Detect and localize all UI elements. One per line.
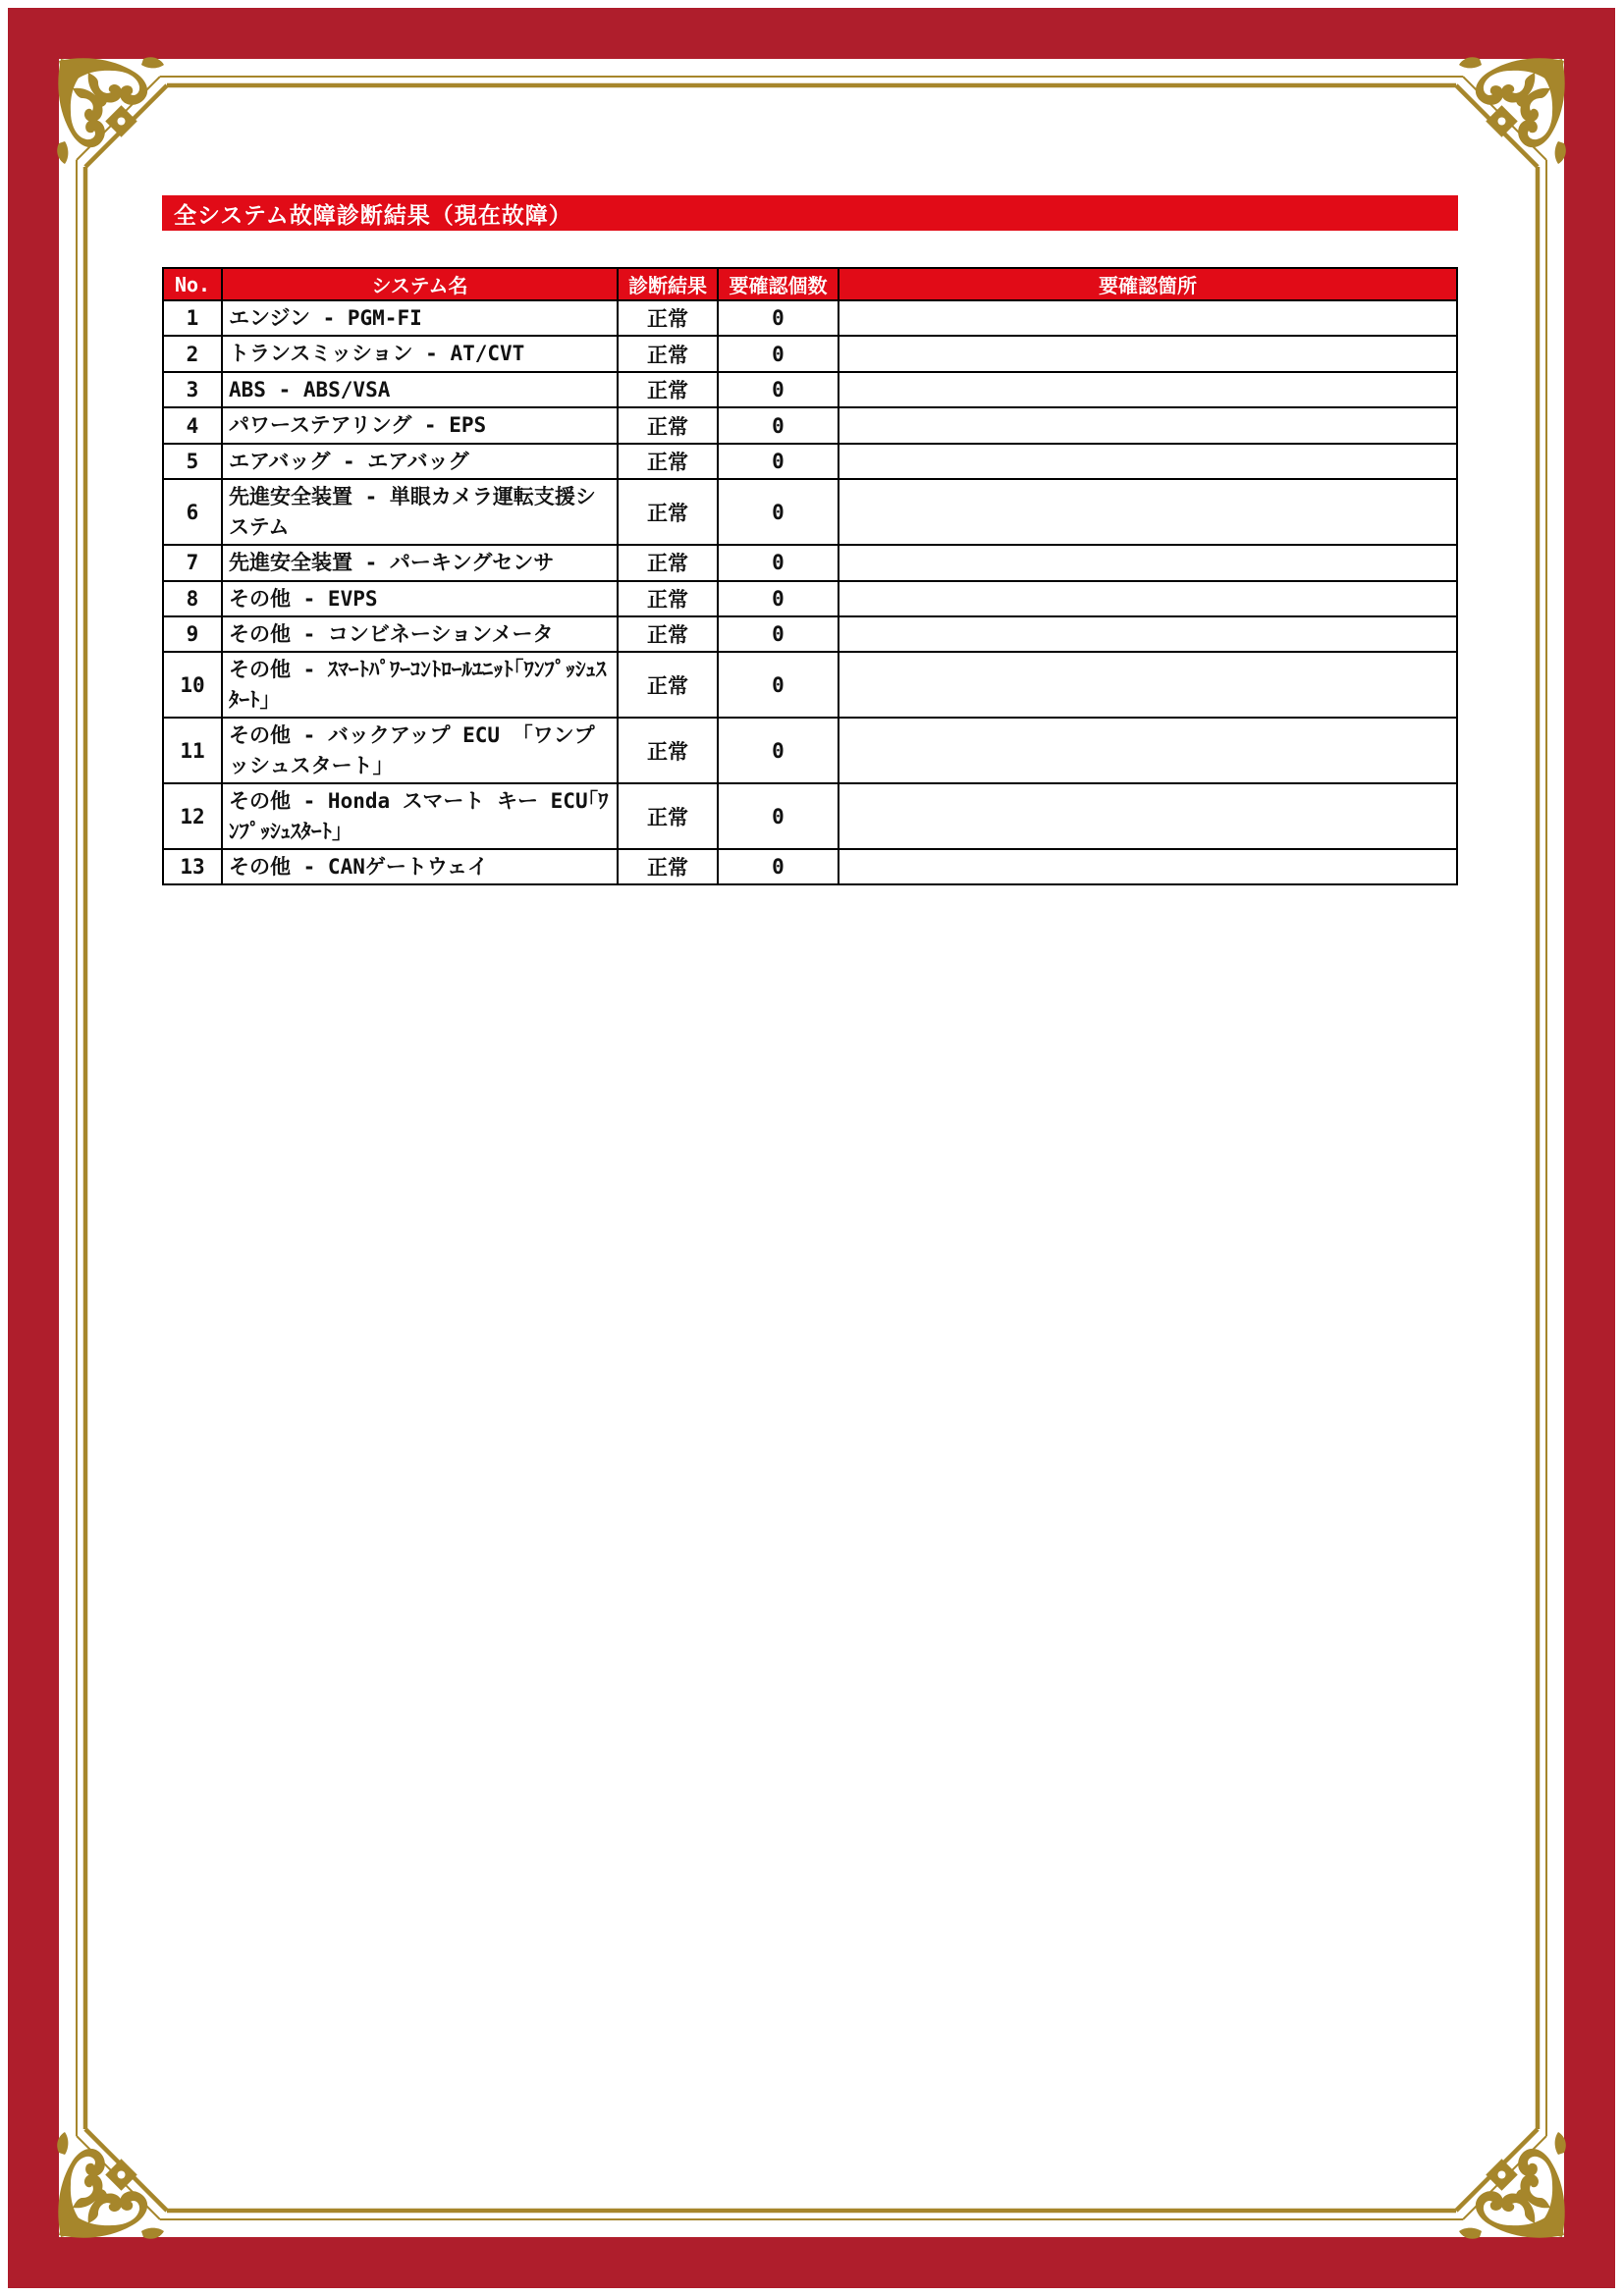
check-locations	[839, 372, 1457, 407]
system-name: その他 - EVPS	[222, 581, 618, 616]
table-row	[163, 336, 1457, 371]
table-row	[163, 849, 1457, 884]
diagnosis-result: 正常	[618, 407, 718, 443]
system-name: エアバッグ - エアバッグ	[222, 444, 618, 479]
column-header-no: No.	[163, 268, 222, 300]
row-number: 9	[163, 616, 222, 652]
check-count: 0	[718, 479, 839, 545]
check-locations	[839, 581, 1457, 616]
check-locations	[839, 783, 1457, 849]
system-name: トランスミッション - AT/CVT	[222, 336, 618, 371]
system-name: その他 - コンビネーションメータ	[222, 616, 618, 652]
diagnosis-result: 正常	[618, 479, 718, 545]
check-locations	[839, 479, 1457, 545]
table-row	[163, 616, 1457, 652]
row-number: 4	[163, 407, 222, 443]
check-count: 0	[718, 783, 839, 849]
system-name: その他 - バックアップ ECU 「ワンプッシュスタート」	[222, 718, 618, 783]
check-count: 0	[718, 407, 839, 443]
table-row	[163, 479, 1457, 545]
table-row	[163, 581, 1457, 616]
diagnosis-result: 正常	[618, 300, 718, 336]
diagnosis-result: 正常	[618, 336, 718, 371]
row-number: 1	[163, 300, 222, 336]
system-name: 先進安全装置 - 単眼カメラ運転支援システム	[222, 479, 618, 545]
system-name: 先進安全装置 - パーキングセンサ	[222, 545, 618, 580]
check-count: 0	[718, 300, 839, 336]
row-number: 6	[163, 479, 222, 545]
row-number: 5	[163, 444, 222, 479]
row-number: 10	[163, 652, 222, 718]
row-number: 7	[163, 545, 222, 580]
column-header-count: 要確認個数	[718, 268, 839, 300]
diagnosis-table	[162, 267, 1458, 885]
diagnosis-result: 正常	[618, 652, 718, 718]
check-count: 0	[718, 444, 839, 479]
column-header-locations: 要確認箇所	[839, 268, 1457, 300]
system-name: ABS - ABS/VSA	[222, 372, 618, 407]
row-number: 2	[163, 336, 222, 371]
column-header-result: 診断結果	[618, 268, 718, 300]
row-number: 8	[163, 581, 222, 616]
diagnosis-result: 正常	[618, 718, 718, 783]
check-count: 0	[718, 372, 839, 407]
table-row	[163, 652, 1457, 718]
table-row	[163, 300, 1457, 336]
system-name: その他 - Honda スマート キー ECU｢ﾜﾝﾌﾟｯｼｭｽﾀｰﾄ｣	[222, 783, 618, 849]
diagnosis-result: 正常	[618, 849, 718, 884]
check-count: 0	[718, 718, 839, 783]
system-name: エンジン - PGM-FI	[222, 300, 618, 336]
system-name: パワーステアリング - EPS	[222, 407, 618, 443]
check-count: 0	[718, 849, 839, 884]
table-row	[163, 718, 1457, 783]
table-row	[163, 372, 1457, 407]
row-number: 11	[163, 718, 222, 783]
system-name: その他 - ｽﾏｰﾄﾊﾟﾜｰｺﾝﾄﾛｰﾙﾕﾆｯﾄ｢ﾜﾝﾌﾟｯｼｭｽﾀｰﾄ｣	[222, 652, 618, 718]
diagnosis-result: 正常	[618, 444, 718, 479]
check-locations	[839, 444, 1457, 479]
table-row	[163, 407, 1457, 443]
check-count: 0	[718, 616, 839, 652]
check-locations	[839, 336, 1457, 371]
diagnosis-result: 正常	[618, 581, 718, 616]
check-count: 0	[718, 581, 839, 616]
check-count: 0	[718, 545, 839, 580]
check-locations	[839, 849, 1457, 884]
check-count: 0	[718, 336, 839, 371]
row-number: 12	[163, 783, 222, 849]
diagnosis-result: 正常	[618, 783, 718, 849]
diagnosis-result: 正常	[618, 545, 718, 580]
check-locations	[839, 407, 1457, 443]
check-count: 0	[718, 652, 839, 718]
section-title-bar	[162, 195, 1458, 231]
check-locations	[839, 718, 1457, 783]
row-number: 13	[163, 849, 222, 884]
table-row	[163, 545, 1457, 580]
check-locations	[839, 545, 1457, 580]
row-number: 3	[163, 372, 222, 407]
diagnosis-result: 正常	[618, 616, 718, 652]
table-row	[163, 783, 1457, 849]
table-row	[163, 444, 1457, 479]
system-name: その他 - CANゲートウェイ	[222, 849, 618, 884]
diagnosis-result: 正常	[618, 372, 718, 407]
check-locations	[839, 300, 1457, 336]
check-locations	[839, 616, 1457, 652]
page-title: 全システム故障診断結果（現在故障）	[174, 202, 572, 229]
table-header-row	[163, 268, 1457, 300]
column-header-system: システム名	[222, 268, 618, 300]
check-locations	[839, 652, 1457, 718]
